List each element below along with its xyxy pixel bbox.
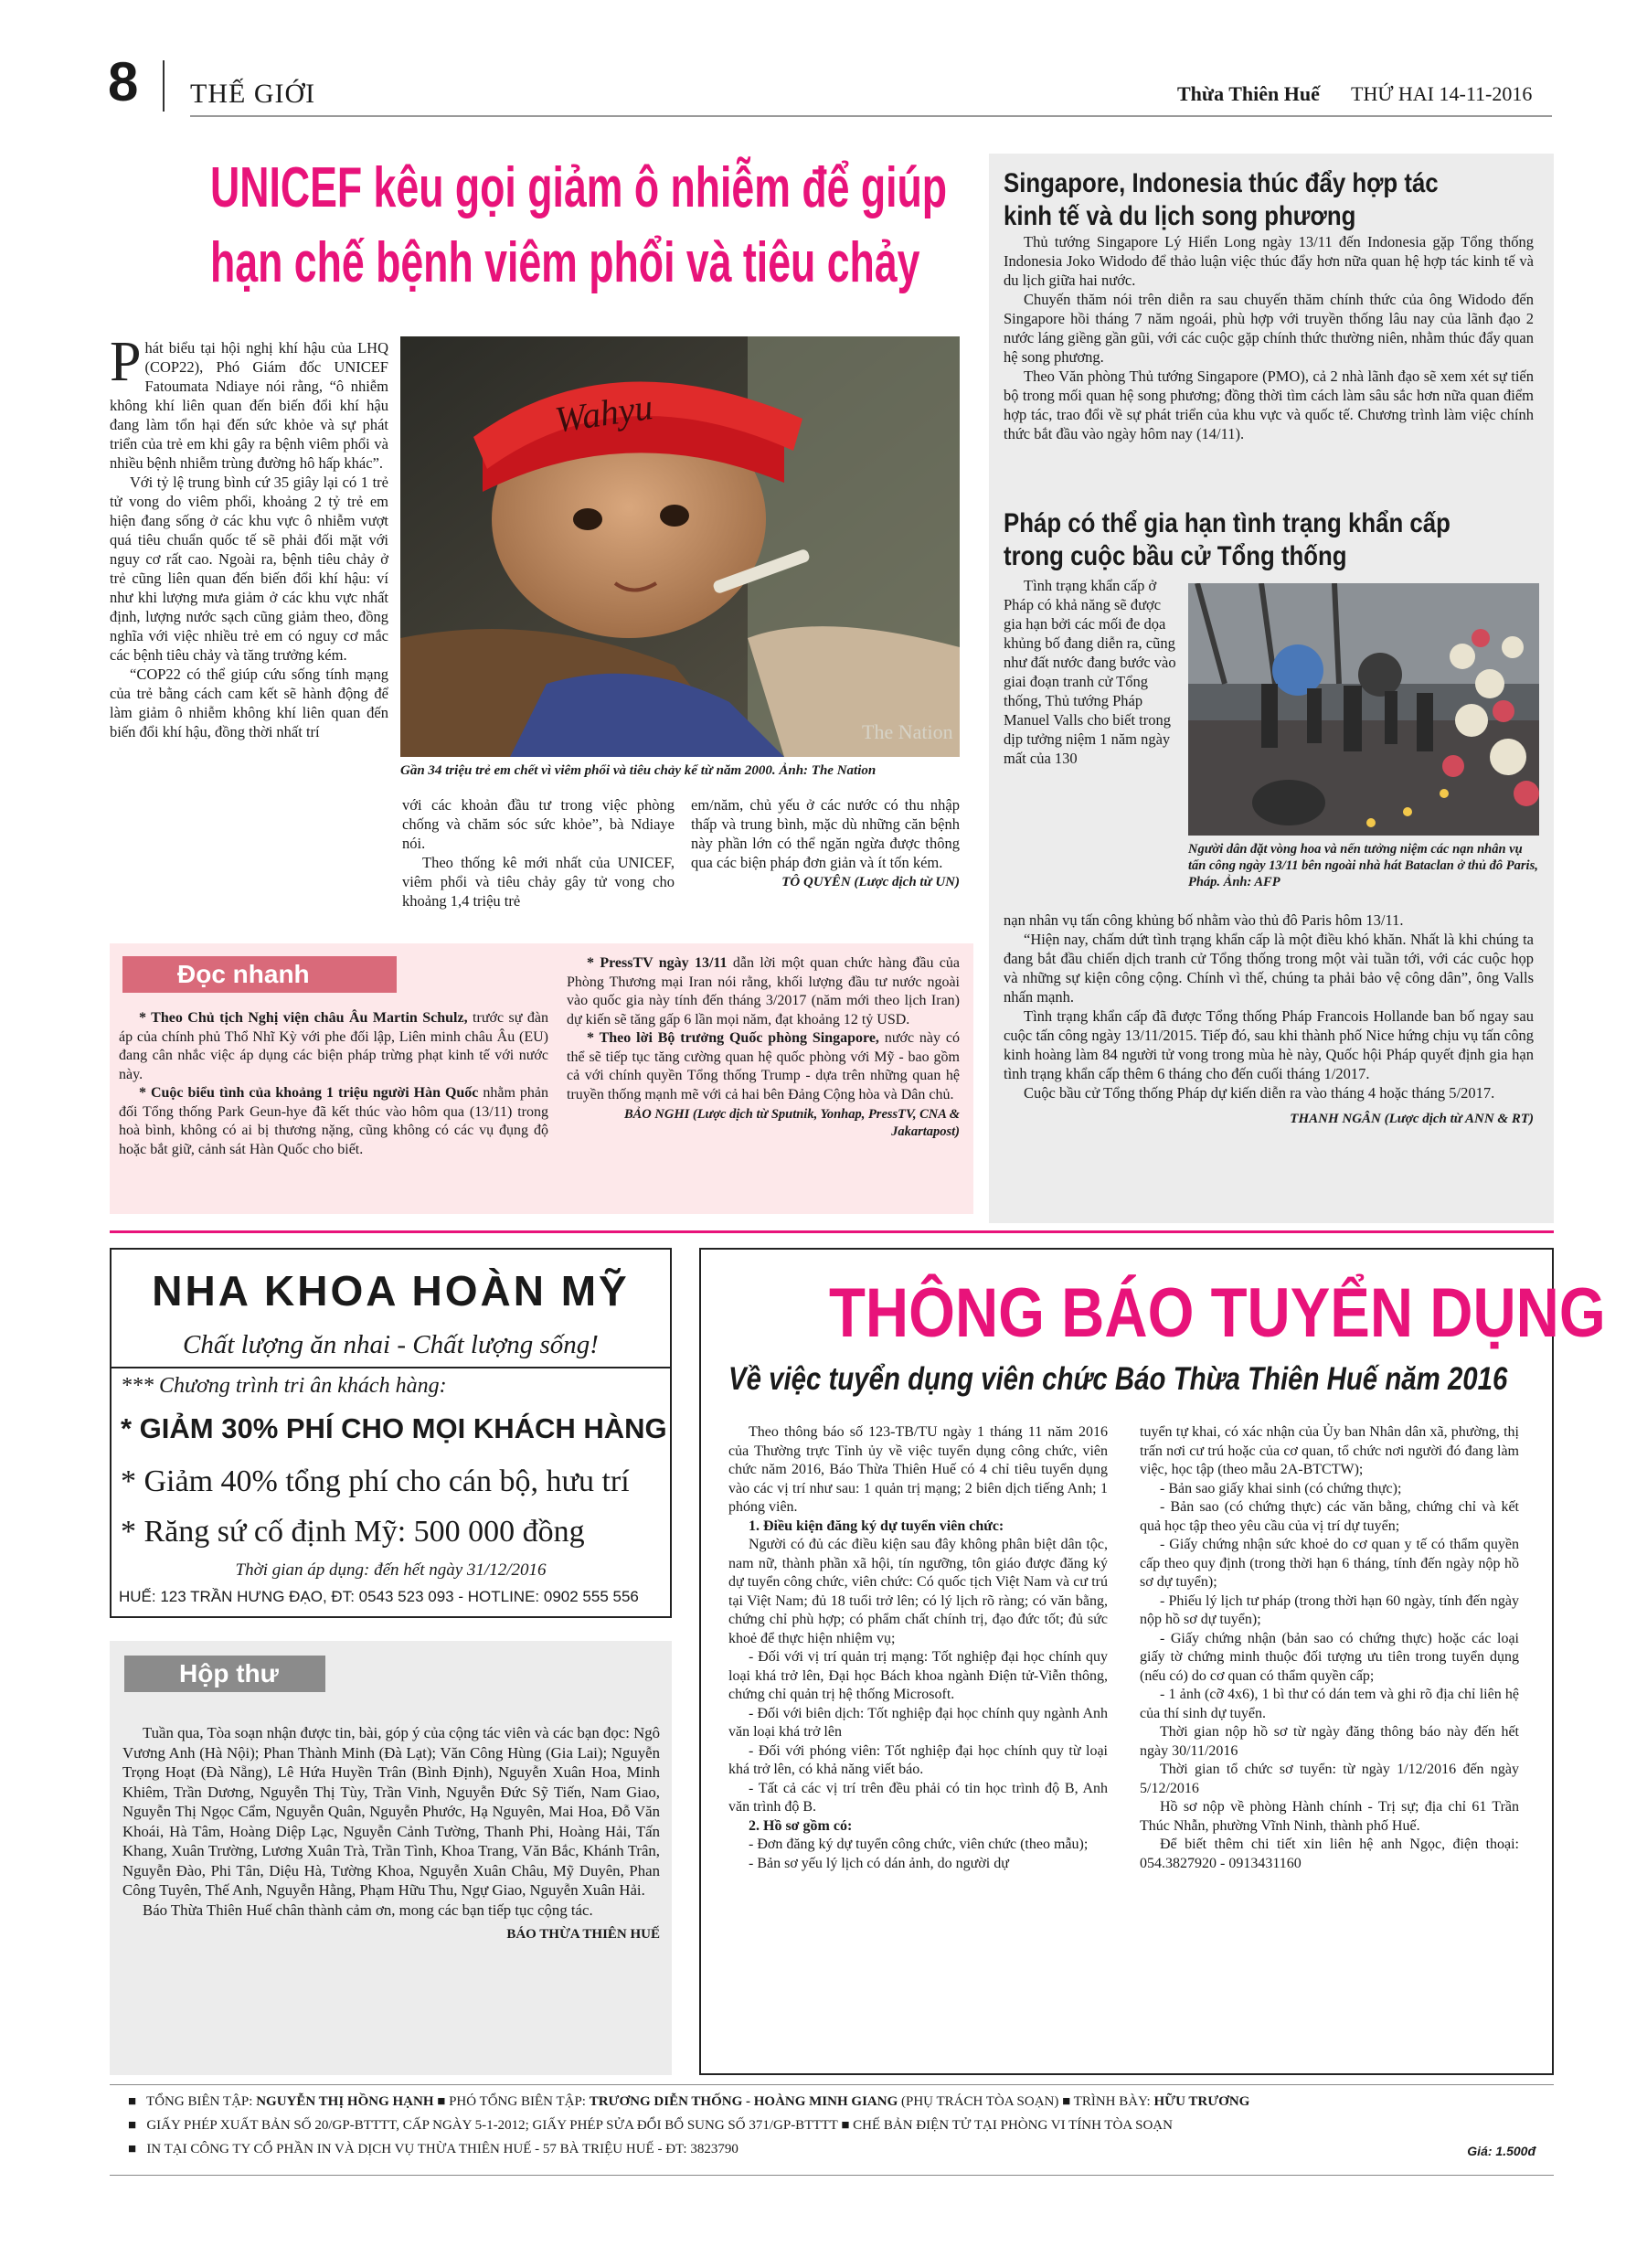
header-rule [190,115,1552,117]
dental-offer1: * GIẢM 30% PHÍ CHO MỌI KHÁCH HÀNG [121,1412,667,1444]
quick-read-item4: * Theo lời Bộ trưởng Quốc phòng Singapore, nước này có thể sẽ tiếp tục tăng cường quan hệ quốc phòng với Mỹ - bao gồm cả với chính quyền Tổng thống Trump - dựa trên những quan hệ truyền thống mạnh mẽ với cả hai bên Đảng Cộng hòa và Dân chủ. [567,1030,961,1102]
recruitment-s1a: Người có đủ các điều kiện sau đây không phân biệt dân tộc, nam nữ, thành phần xã hội, tín ngưỡng, tôn giáo được đăng ký dự tuyển công chức, viên chức: Có quốc tịch Việt Nam và cư trú tại Việt Nam; đủ 18 tuổi trở lên; có lý lịch rõ ràng; có văn bằng, chứng chỉ phù hợp; có phẩm chất chính trị, đạo đức tốt; đủ sức khoẻ để thực hiện nhiệm vụ; [728,1537,1108,1646]
singapore-headline-2: kinh tế và du lịch song phương [1004,201,1356,231]
recruitment-c2c: - Bản sao (có chứng thực) các văn bằng, chứng chỉ và kết quả học tập theo yêu cầu của vị trí dự tuyển; [1140,1499,1519,1534]
singapore-p3: Theo Văn phòng Thủ tướng Singapore (PMO), cả 2 nhà lãnh đạo sẽ xem xét sự tiến bộ trong mối quan hệ song phương; đồng thời tìm cách làm sâu sắc hơn nữa quan điểm hợp tác, trao đổi về sự phát triển của khu vực và quốc tế. Chương trình làm việc chính thức bắt đầu vào ngày hôm nay (14/11). [1004,367,1534,442]
france-body-full [1004,910,1534,1127]
recruitment-sec2: 2. Hồ sơ gồm có: [749,1817,853,1834]
recruitment-c2g: - 1 ảnh (cỡ 4x6), 1 bì thư có dán tem và ghi rõ địa chỉ liên hệ của thí sinh dự tuyển. [1140,1687,1519,1721]
page-header [108,51,1552,121]
recruitment-s1c: - Đối với biên dịch: Tốt nghiệp đại học chính quy ngành Anh văn loại khá trở lên [728,1705,1108,1740]
footer-line3: ■ IN TẠI CÔNG TY CỔ PHẦN IN VÀ DỊCH VỤ THỪA THIÊN HUẾ - 57 BÀ TRIỆU HUẾ - ĐT: 3823790 [128,2142,738,2156]
recruitment-c2b: - Bản sao giấy khai sinh (có chứng thực); [1160,1480,1402,1496]
dental-inner-rule [112,1367,670,1368]
france-p1: Tình trạng khẩn cấp ở Pháp có khả năng sẽ được gia hạn bởi các mối đe dọa khủng bố đang diễn ra, cũng như đất nước đang bước vào giai đoạn tranh cử Tổng thống, Thủ tướng Pháp Manuel Valls cho biết trong dịp tưởng niệm 1 năm ngày mất của 130 [1004,577,1176,767]
recruitment-c2h: Thời gian nộp hồ sơ từ ngày đăng thông báo này đến hết ngày 30/11/2016 [1140,1724,1519,1759]
recruitment-c2a: tuyển tự khai, có xác nhận của Ủy ban Nhân dân xã, phường, thị trấn nơi cư trú hoặc của cơ quan, tổ chức nơi người đó đang làm việc, học tập (theo mẫu 2A-BTCTW); [1140,1424,1519,1477]
footer [110,2084,1554,2176]
unicef-col2 [402,795,675,910]
recruitment-c2k: Để biết thêm chi tiết xin liên hệ anh Ngọc, điện thoại: 054.3827920 - 0913431160 [1140,1837,1519,1871]
hat-text: Wahyu [552,386,655,441]
photo-credit-mark: The Nation [862,720,953,743]
recruitment-col1 [728,1423,1108,1873]
dental-offer3: * Răng sứ cố định Mỹ: 500 000 đồng [121,1515,585,1549]
recruitment-s2a: - Đơn đăng ký dự tuyển công chức, viên chức (theo mẫu); [749,1837,1089,1852]
quick-read-signature: BẢO NGHI (Lược dịch từ Sputnik, Yonhap, PressTV, CNA & Jakartapost) [623,1107,960,1139]
dental-ad [110,1248,672,1618]
recruitment-intro: Theo thông báo số 123-TB/TU ngày 1 tháng 11 năm 2016 của Thường trực Tỉnh ủy về việc tuyển dụng công chức, viên chức năm 2016, Báo Thừa Thiên Huế có 4 chỉ tiêu tuyển dụng vào các vị trí như sau: 1 quản trị mạng; 2 biên dịch tiếng Anh; 1 phóng viên. [728,1424,1108,1515]
unicef-p4: với các khoản đầu tư trong việc phòng chống và chăm sóc sức khỏe”, bà Ndiaye nói. [402,796,675,852]
unicef-p3: “COP22 có thể giúp cứu sống tính mạng của trẻ bằng cách cam kết sẽ hành động để làm giảm ô nhiễm không khí liên quan đến biến đổi khí hậu, đồng thời nhất trí [110,665,388,740]
unicef-p2: Với tỷ lệ trung bình cứ 35 giây lại có 1 trẻ tử vong do viêm phổi, khoảng 2 tỷ trẻ em hiện đang sống ở các khu vực ô nhiễm vượt quá tiêu chuẩn quốc tế sẽ phải đối mặt với nguy cơ rất cao. Ngoài ra, bệnh tiêu chảy ở trẻ cũng liên quan đến biến đổi khí hậu: ví như khi lượng mưa giảm ở các khu vực nhất định, lượng nước sạch cũng giảm theo, đồng nghĩa với việc nhiều trẻ em có nguy cơ mắc các bệnh tiêu chảy và tăng trưởng kém. [110,474,388,664]
unicef-signature: TÔ QUYÊN (Lược dịch từ UN) [781,875,960,889]
baby-photo [400,336,960,757]
quick-read-item1: * Theo Chủ tịch Nghị viện châu Âu Martin Schulz, trước sự đàn áp của chính phủ Thổ Nhĩ Kỳ với phe đối lập, Liên minh châu Âu (EU) đang cân nhắc việc áp dụng các biện pháp trừng phạt kinh tế với nước này. [119,1010,548,1082]
recruitment-s2b: - Bản sơ yếu lý lịch có dán ảnh, do người dự [749,1855,1009,1871]
paris-memorial-image [1188,583,1539,836]
france-signature: THANH NGÂN (Lược dịch từ ANN & RT) [1290,1112,1534,1126]
recruitment-c2f: - Giấy chứng nhận (bản sao có chứng thực) hoặc các loại giấy tờ chứng minh thuộc đối tượng ưu tiên trong tuyển dụng (nếu có) do cơ quan có thẩm quyền cấp; [1140,1630,1519,1684]
france-p1b: nạn nhân vụ tấn công khủng bố nhằm vào thủ đô Paris hôm 13/11. [1004,911,1404,929]
recruitment-title: THÔNG BÁO TUYỂN DỤNG [829,1274,1606,1352]
dental-title: NHA KHOA HOÀN MỸ [152,1267,630,1315]
quick-read-item3: * PressTV ngày 13/11 dẫn lời một quan chức hàng đầu của Phòng Thương mại Iran nói rằng, khối lượng đầu tư nước ngoài vào quốc gia này tính đến tháng 3/2017 (năm mới theo lịch Iran) dự kiến sẽ tăng gấp 6 lần mọi năm, đạt khoảng 12 tỷ USD. [567,955,960,1028]
footer-line2: ■ GIẤY PHÉP XUẤT BẢN SỐ 20/GP-BTTTT, CẤP NGÀY 5-1-2012; GIẤY PHÉP SỬA ĐỔI BỔ SUNG SỐ 371/GP-BTTTT ■ CHẾ BẢN ĐIỆN TỬ TẠI PHÒNG VI TÍNH TÒA SOẠN [128,2118,1173,2133]
issue-date: THỨ HAI 14-11-2016 [1351,82,1533,105]
unicef-headline-line1: UNICEF kêu gọi giảm ô nhiễm để giúp [210,156,948,219]
unicef-p6: em/năm, chủ yếu ở các nước có thu nhập thấp và trung bình, mặc dù những căn bệnh này phần lớn có thể ngăn ngừa được thông qua các biện pháp đơn giản và ít tốn kém. [691,796,960,871]
recruitment-sec1: 1. Điều kiện đăng ký dự tuyển viên chức: [749,1517,1004,1534]
singapore-body [1004,232,1534,443]
recruitment-col2 [1140,1423,1519,1873]
quick-read-col2 [567,954,960,1141]
singapore-p1: Thủ tướng Singapore Lý Hiển Long ngày 13/11 đến Indonesia gặp Tổng thống Indonesia Joko Widodo để thảo luận việc thúc đẩy hơn nữa quan hệ hợp tác kinh tế và du lịch giữa hai nước. [1004,233,1534,289]
mailbox-signature: BÁO THỪA THIÊN HUẾ [506,1927,660,1942]
singapore-headline-1: Singapore, Indonesia thúc đẩy hợp tác [1004,168,1439,198]
unicef-p5: Theo thống kê mới nhất của UNICEF, viêm phổi và tiêu chảy gây tử vong cho khoảng 1,4 triệu trẻ [402,854,675,910]
france-headline-2: trong cuộc bầu cử Tổng thống [1004,541,1347,571]
quick-read-item2: * Cuộc biểu tình của khoảng 1 triệu người Hàn Quốc nhằm phản đối Tổng thống Park Geun-hye đã kết thúc vào hôm qua (13/11) trong hoà bình, không có ai bị thương nặng, cũng không có các vụ đụng độ hoặc bắt giữ, cảnh sát Hàn Quốc cho biết. [119,1085,548,1157]
mailbox [110,1641,672,2075]
unicef-col3 [691,795,960,890]
unicef-headline-line2: hạn chế bệnh viêm phổi và tiêu chảy [210,231,920,294]
recruitment-c2e: - Phiếu lý lịch tư pháp (trong thời hạn 60 ngày, tính đến ngày nộp hồ sơ dự tuyển); [1140,1592,1519,1627]
france-p3: Tình trạng khẩn cấp đã được Tổng thống Pháp Francois Hollande ban bố ngay sau cuộc tấn công ngày 13/11/2015. Tiếp đó, sau khi thành phố Nice hứng chịu vụ tấn công kinh hoàng làm 84 người tử vong trong mùa hè này, Quốc hội Pháp quyết định gia hạn tình trạng khẩn cấp thêm 6 tháng cho đến cuối tháng 1/2017. [1004,1007,1534,1082]
baby-vaccination-image [400,336,960,757]
unicef-caption: Gần 34 triệu trẻ em chết vì viêm phổi và tiêu chảy kể từ năm 2000. Ảnh: The Nation [400,763,877,778]
france-headline-1: Pháp có thể gia hạn tình trạng khẩn cấp [1004,508,1450,538]
dental-slogan: Chất lượng ăn nhai - Chất lượng sống! [183,1330,599,1359]
page-number: 8 [108,51,139,112]
section-title: THẾ GIỚI [190,79,316,109]
dental-address: HUẾ: 123 TRẦN HƯNG ĐẠO, ĐT: 0543 523 093 - HOTLINE: 0902 555 556 [119,1588,639,1605]
dental-program: *** Chương trình tri ân khách hàng: [121,1374,447,1398]
unicef-p1: Phát biểu tại hội nghị khí hậu của LHQ (COP22), Phó Giám đốc UNICEF Fatoumata Ndiaye nói rằng, “ô nhiễm không khí liên quan đến biến đổi khí hậu đang làm tổn hại đến sức khỏe và sự phát triển của trẻ em khi gây ra bệnh viêm phổi và nhiều bệnh nhiễm trùng đường hô hấp khác”. [110,331,388,472]
mailbox-title: Hộp thư [124,1656,325,1692]
unicef-col1 [110,331,388,741]
france-caption: Người dân đặt vòng hoa và nến tưởng niệm các nạn nhân vụ tấn công ngày 13/11 bên ngoài nhà hát Bataclan ở thủ đô Paris, Pháp. Ảnh: AFP [1188,842,1538,889]
recruitment-s1e: - Tất cả các vị trí trên đều phải có tin học trình độ B, Anh văn trình độ B. [728,1780,1108,1815]
mailbox-p1: Tuần qua, Tòa soạn nhận được tin, bài, góp ý của cộng tác viên và các bạn đọc: Ngô Vương Anh (Hà Nội); Phan Thành Minh (Đà Lạt); Văn Công Hùng (Gia Lai); Nguyễn Trọng Hoạt (Đà Nẵng), Lê Hứa Huyền Trân (Bình Định), Nguyễn Xuân Hoa, Minh Khiêm, Trần Dương, Nguyễn Thị Tùy, Trần Vinh, Nguyễn Đức Sỹ Tiến, Nam Giao, Nguyễn Thị Ngọc Cẩm, Nguyễn Quân, Nguyễn Phước, Hạ Nguyên, Mai Hoa, Đỗ Văn Khoái, Hà Tâm, Hoàng Diệp Lạc, Nguyễn Cảnh Tường, Thanh Phi, Hoàng Hải, Tấn Khang, Xuân Trường, Lương Xuân Trà, Trần Tình, Khoa Trang, Văn Bắc, Khánh Trân, Nguyễn Đào, Phi Tân, Diệu Hà, Tường Khoa, Nguyễn Xuân Châu, Mỹ Duyên, Phan Công Tuyên, Thế Anh, Nguyễn Hằng, Phạm Hữu Thu, Ngự Giao, Nguyễn Xuân Hải. [122,1724,660,1899]
quick-read-box [110,943,973,1214]
quick-read-title: Đọc nhanh [122,956,397,993]
france-p4: Cuộc bầu cử Tổng thống Pháp dự kiến diễn ra vào tháng 4 hoặc tháng 5/2017. [1024,1084,1495,1102]
footer-line1: ■ TỔNG BIÊN TẬP: NGUYỄN THỊ HỒNG HẠNH ■ PHÓ TỔNG BIÊN TẬP: TRƯƠNG DIỄN THỐNG - HOÀNG MINH GIANG (PHỤ TRÁCH TÒA SOẠN) ■ TRÌNH BÀY: HỮU TRƯƠNG [128,2094,1250,2109]
mailbox-body [122,1723,660,1943]
unicef-headline [210,155,969,296]
recruitment-c2d: - Giấy chứng nhận sức khoẻ do cơ quan y tế có thẩm quyền cấp theo quy định (trong thời hạn 6 tháng, tính đến ngày nộp hồ sơ dự tuyển); [1140,1537,1519,1590]
recruitment-subtitle: Về việc tuyển dụng viên chức Báo Thừa Thiên Huế năm 2016 [728,1361,1508,1397]
quick-read-col1 [119,1009,548,1159]
singapore-p2: Chuyến thăm nói trên diễn ra sau chuyến thăm chính thức của ông Widodo đến Singapore hồi tháng 7 năm ngoái, phù hợp với truyền thống lâu nay của lãnh đạo 2 nước láng giềng gần gũi, với các cuộc gặp chính thức thường niên, nhằm thúc đẩy quan hệ song phương. [1004,291,1534,366]
france-col-left [1004,576,1179,768]
dental-offer2: * Giảm 40% tổng phí cho cán bộ, hưu trí [121,1464,630,1498]
france-p2: “Hiện nay, chấm dứt tình trạng khẩn cấp là một điều khó khăn. Nhất là khi chúng ta đang bắt đầu chiến dịch tranh cử Tổng thống trong một vài tuần tới, với các cuộc họp và những sự kiện công cộng. Chính vì thế, chúng ta phải bảo vệ công dân”, ông Valls nhấn mạnh. [1004,931,1534,1006]
mailbox-p2: Báo Thừa Thiên Huế chân thành cảm ơn, mong các bạn tiếp tục cộng tác. [143,1901,593,1919]
right-news-box [989,154,1554,1223]
recruitment-c2j: Hồ sơ nộp về phòng Hành chính - Trị sự; địa chỉ 61 Trần Thúc Nhẫn, phường Vĩnh Ninh, thành phố Huế. [1140,1799,1519,1834]
recruitment-notice [699,1248,1606,2075]
recruitment-c2i: Thời gian tổ chức sơ tuyển: từ ngày 1/12/2016 đến ngày 5/12/2016 [1140,1762,1519,1796]
paris-photo [1188,583,1539,836]
footer-price: Giá: 1.500đ [1467,2144,1535,2158]
recruitment-s1d: - Đối với phóng viên: Tốt nghiệp đại học chính quy từ loại khá trở lên, có khả năng viết báo. [728,1742,1108,1777]
header-divider [163,60,165,112]
dropcap: P [110,331,142,393]
paper-name: Thừa Thiên Huế [1177,82,1320,105]
dental-validity: Thời gian áp dụng: đến hết ngày 31/12/2016 [235,1560,547,1580]
recruitment-s1b: - Đối với vị trí quản trị mạng: Tốt nghiệp đại học chính quy loại khá trở lên, Đại học Bách khoa ngành Điện tử-Viễn thông, chứng chỉ quản trị hệ thống Microsoft. [728,1649,1108,1702]
section-rule [110,1230,1554,1233]
